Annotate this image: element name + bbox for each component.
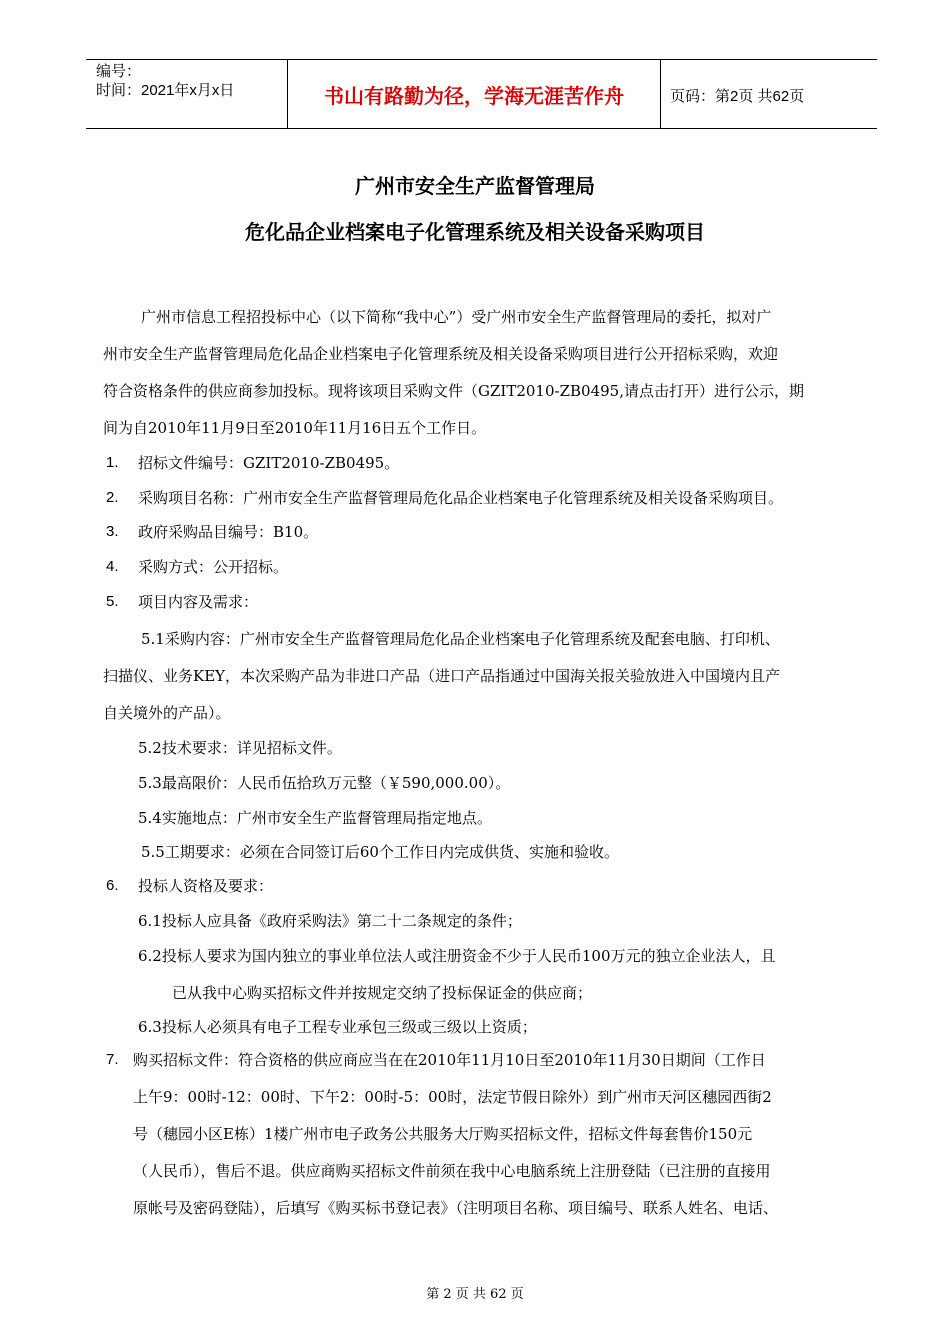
item-number: 2. bbox=[106, 489, 119, 506]
header-page-number: 页码：第2页 共62页 bbox=[670, 88, 805, 105]
id-label: 编号： bbox=[96, 63, 142, 80]
sub-item-line: 5.3最高限价：人民币伍拾玖万元整（￥590,000.00）。 bbox=[138, 774, 511, 792]
sub-item-line: 5.5工期要求：必须在合同签订后60个工作日内完成供货、实施和验收。 bbox=[141, 843, 619, 861]
item-text: 采购项目名称：广州市安全生产监督管理局危化品企业档案电子化管理系统及相关设备采购项目。 bbox=[138, 489, 784, 507]
header-meta bbox=[96, 62, 234, 100]
time-label: 时间：2021年x月x日 bbox=[96, 82, 235, 99]
header-motto: 书山有路勤为径，学海无涯苦作舟 bbox=[324, 84, 624, 108]
sub-item-line: 扫描仪、业务KEY，本次采购产品为非进口产品（进口产品指通过中国海关报关验放进入中国境内且产 bbox=[103, 667, 781, 685]
item-text: 投标人资格及要求： bbox=[138, 877, 274, 895]
sub-item-line: 5.1采购内容：广州市安全生产监督管理局危化品企业档案电子化管理系统及配套电脑、打印机、 bbox=[141, 630, 780, 648]
title-line-2: 危化品企业档案电子化管理系统及相关设备采购项目 bbox=[245, 220, 705, 244]
page-header bbox=[86, 59, 877, 129]
item-text: 购买招标文件：符合资格的供应商应当在在2010年11月10日至2010年11月30日期间（工作日 bbox=[133, 1051, 766, 1069]
sub-item-line: 6.2投标人要求为国内独立的事业单位法人或注册资金不少于人民币100万元的独立企业法人，且 bbox=[138, 947, 776, 965]
item-number: 6. bbox=[106, 877, 119, 894]
item-number: 4. bbox=[106, 558, 119, 575]
item-number: 7. bbox=[106, 1051, 119, 1068]
item-number: 3. bbox=[106, 523, 119, 540]
title-line-1: 广州市安全生产监督管理局 bbox=[355, 174, 595, 198]
intro-line: 符合资格条件的供应商参加投标。现将该项目采购文件（GZIT2010-ZB0495,请点击打开）进行公示，期 bbox=[103, 382, 804, 400]
item-number: 5. bbox=[106, 593, 119, 610]
intro-line: 广州市信息工程招投标中心（以下简称“我中心”）受广州市安全生产监督管理局的委托，拟对广 bbox=[141, 308, 772, 326]
sub-item-line: 5.4实施地点：广州市安全生产监督管理局指定地点。 bbox=[138, 809, 492, 827]
item-number: 1. bbox=[106, 454, 119, 471]
item-text: 采购方式：公开招标。 bbox=[138, 558, 289, 576]
sub-item-line: 6.1投标人应具备《政府采购法》第二十二条规定的条件； bbox=[138, 912, 522, 930]
item-text: 上午9：00时-12：00时、下午2：00时-5：00时，法定节假日除外）到广州市天河区穗园西街2 bbox=[133, 1088, 772, 1106]
item-text: 号（穗园小区E栋）1楼广州市电子政务公共服务大厅购买招标文件，招标文件每套售价150元 bbox=[133, 1125, 753, 1143]
sub-item-line: 已从我中心购买招标文件并按规定交纳了投标保证金的供应商； bbox=[172, 984, 593, 1002]
intro-line: 州市安全生产监督管理局危化品企业档案电子化管理系统及相关设备采购项目进行公开招标采购，欢迎 bbox=[103, 345, 779, 363]
header-divider bbox=[660, 60, 661, 128]
sub-item-line: 5.2技术要求：详见招标文件。 bbox=[138, 739, 342, 757]
item-text: 原帐号及密码登陆），后填写《购买标书登记表》（注明项目名称、项目编号、联系人姓名、电话、 bbox=[133, 1199, 779, 1217]
intro-line: 间为自2010年11月9日至2010年11月16日五个工作日。 bbox=[103, 419, 487, 437]
item-text: 项目内容及需求： bbox=[138, 593, 259, 611]
item-text: 政府采购品目编号：B10。 bbox=[138, 523, 319, 541]
item-text: （人民币），售后不退。供应商购买招标文件前须在我中心电脑系统上注册登陆（已注册的直接用 bbox=[133, 1162, 771, 1180]
sub-item-line: 自关境外的产品）。 bbox=[103, 704, 231, 722]
sub-item-line: 6.3投标人必须具有电子工程专业承包三级或三级以上资质； bbox=[138, 1018, 537, 1036]
item-text: 招标文件编号：GZIT2010-ZB0495。 bbox=[138, 454, 400, 472]
page-footer: 第 2 页 共 62 页 bbox=[426, 1287, 524, 1302]
